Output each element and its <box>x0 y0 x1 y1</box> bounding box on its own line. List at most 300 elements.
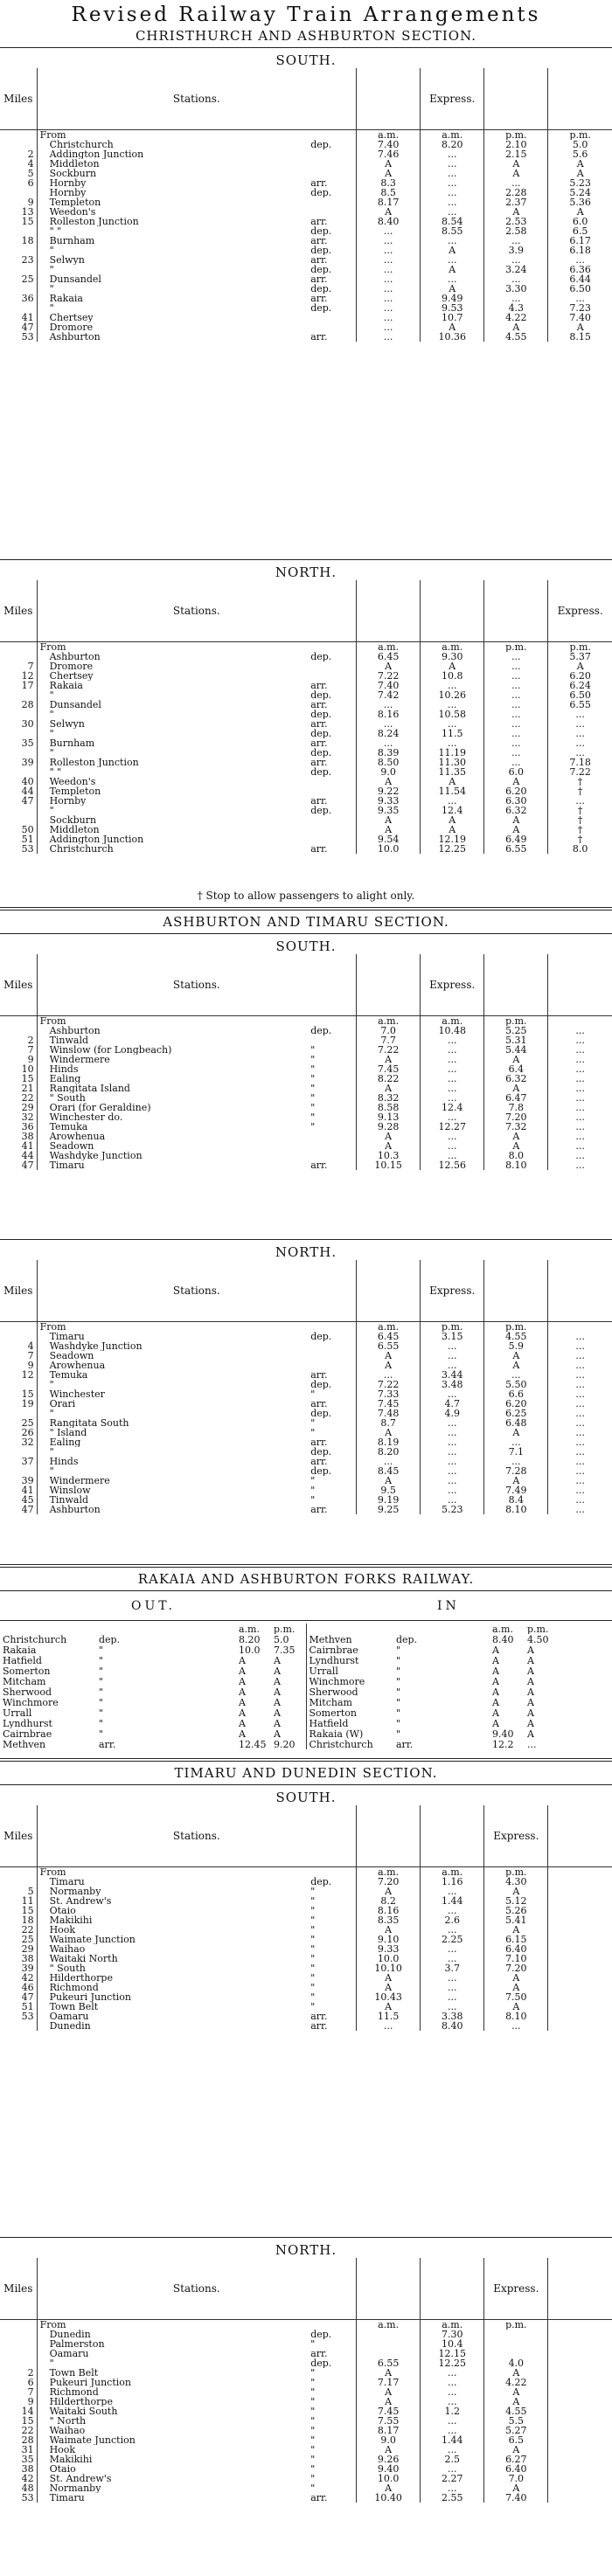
time-cell: 9.35 <box>357 806 421 815</box>
time-cell: 5.26 <box>484 1906 548 1915</box>
direction-cell: " <box>310 1418 316 1428</box>
miles-cell <box>0 130 37 141</box>
time-cell: ... <box>484 710 548 719</box>
miles-cell <box>0 767 37 777</box>
time-cell: A <box>484 1973 548 1983</box>
out-direction-cell: " <box>99 1655 104 1665</box>
time-cell: 2.37 <box>484 197 548 207</box>
station-cell: " Island <box>37 1428 308 1437</box>
time-cell: ... <box>357 322 421 332</box>
station-cell: " <box>37 284 308 294</box>
time-cell: ... <box>484 178 548 188</box>
direction-cell: arr. <box>310 681 328 690</box>
direction-cell: dep. <box>310 1409 332 1418</box>
miles-cell <box>0 284 37 294</box>
direction-cell: arr. <box>310 294 328 303</box>
time-cell: 5.23 <box>548 178 612 188</box>
station-cell: Waitaki North <box>37 1954 308 1963</box>
time-cell: ... <box>357 1370 421 1380</box>
timetable-south-christchurch-ashburton <box>0 68 612 342</box>
time-cell: ... <box>548 1332 612 1341</box>
miles-cell: 31 <box>21 2445 34 2455</box>
in-direction-cell: " <box>396 1676 401 1686</box>
time-cell: ... <box>484 274 548 284</box>
time-cell: ... <box>421 255 484 265</box>
time-cell: 5.31 <box>484 1035 548 1045</box>
station-cell: Rolleston Junction <box>37 217 308 226</box>
table-row <box>0 1935 612 1944</box>
time-cell <box>548 2002 612 2012</box>
direction-cell: " <box>310 2002 316 2012</box>
time-cell <box>548 1877 612 1887</box>
table-row <box>0 169 612 178</box>
direction-cell: " <box>310 1112 316 1122</box>
table-header-cell: Miles <box>0 68 37 130</box>
time-cell: ... <box>548 729 612 738</box>
out-time-cell: A <box>239 1676 246 1686</box>
miles-cell: 5 <box>27 169 34 178</box>
direction-cell: " <box>310 2378 316 2387</box>
table-row <box>0 1045 612 1055</box>
direction-cell: " <box>310 1954 316 1963</box>
in-station-cell: Urrall <box>306 1665 393 1676</box>
out-station-cell: Mitcham <box>3 1676 46 1686</box>
time-cell: 4.30 <box>484 1877 548 1887</box>
out-direction-cell: " <box>99 1645 104 1655</box>
time-cell: A <box>421 825 484 834</box>
time-cell: ... <box>484 661 548 671</box>
direction-cell <box>308 207 356 217</box>
time-cell: ... <box>548 1466 612 1476</box>
out-station-cell: Hatfield <box>3 1655 42 1665</box>
station-cell: Washdyke Junction <box>37 1341 308 1351</box>
time-cell: A <box>484 815 548 825</box>
station-cell: Otaio <box>37 1906 308 1915</box>
table-row <box>0 2435 612 2445</box>
time-cell: 5.50 <box>484 1380 548 1389</box>
time-cell: 10.40 <box>357 2493 421 2503</box>
direction-cell: " <box>310 1103 316 1112</box>
table-row <box>0 2012 612 2021</box>
direction-cell: " <box>310 1055 316 1064</box>
forks-in-heading: IN <box>437 1599 460 1613</box>
time-cell: 7.40 <box>357 681 421 690</box>
out-station-cell: Cairnbrae <box>3 1728 52 1739</box>
miles-cell: 15 <box>21 1906 34 1915</box>
station-cell: Dunsandel <box>37 700 308 710</box>
table-header-cell <box>484 954 548 1016</box>
time-cell: A <box>357 1887 421 1896</box>
station-cell: Christchurch <box>37 140 308 149</box>
time-cell: A <box>357 2002 421 2012</box>
time-cell <box>548 1973 612 1983</box>
direction-cell: " <box>310 1064 316 1074</box>
time-cell: A <box>357 1055 421 1064</box>
miles-cell: 25 <box>21 1935 34 1944</box>
time-cell: ... <box>548 710 612 719</box>
time-cell: 6.50 <box>548 284 612 294</box>
time-cell: ... <box>484 294 548 303</box>
time-cell: ... <box>548 1370 612 1380</box>
direction-cell <box>308 642 356 653</box>
time-cell: 9.26 <box>357 2455 421 2464</box>
table-row <box>0 729 612 738</box>
in-time-cell: A <box>492 1686 499 1697</box>
station-cell: Templeton <box>37 197 308 207</box>
time-cell: ... <box>484 700 548 710</box>
miles-cell <box>0 1867 37 1878</box>
station-cell: From <box>37 1322 308 1333</box>
time-cell <box>548 2358 612 2368</box>
miles-cell <box>0 2330 37 2339</box>
time-cell: A <box>484 825 548 834</box>
time-cell: A <box>357 169 421 178</box>
time-cell: ... <box>484 1370 548 1380</box>
time-cell: ... <box>548 1141 612 1151</box>
forks-header-cell <box>0 1624 96 1634</box>
time-cell: ... <box>421 738 484 748</box>
time-cell: 12.25 <box>421 844 484 854</box>
station-cell: Tinwald <box>37 1035 308 1045</box>
out-station-cell: Urrall <box>3 1707 32 1718</box>
time-cell: A <box>421 777 484 786</box>
table-header-cell: Miles <box>0 954 37 1016</box>
direction-cell: " <box>310 1495 316 1505</box>
time-cell: A <box>548 207 612 217</box>
miles-cell: 9 <box>27 1361 34 1370</box>
miles-cell: 12 <box>21 1370 34 1380</box>
out-time-cell: A <box>239 1697 246 1707</box>
time-cell: ... <box>484 748 548 758</box>
table-row <box>0 1466 612 1476</box>
table-header-cell <box>548 1805 612 1867</box>
in-time-cell: 8.40 <box>492 1634 514 1645</box>
time-cell: A <box>421 246 484 255</box>
table-row <box>0 322 612 332</box>
direction-cell <box>308 313 356 322</box>
station-cell: Ealing <box>37 1074 308 1084</box>
time-cell: A <box>357 159 421 169</box>
miles-cell: 2 <box>27 2368 34 2378</box>
station-cell: Temuka <box>37 1122 308 1132</box>
out-station-cell: Rakaia <box>3 1645 37 1655</box>
in-time-cell: A <box>527 1645 534 1655</box>
direction-cell: arr. <box>310 255 328 265</box>
station-cell: " <box>37 303 308 313</box>
direction-cell: arr. <box>310 844 328 854</box>
time-cell: a.m. <box>421 642 484 653</box>
station-cell: Middleton <box>37 159 308 169</box>
time-cell <box>548 2368 612 2378</box>
table-row <box>0 1132 612 1141</box>
time-cell: 7.45 <box>357 1399 421 1409</box>
station-cell: Arowhenua <box>37 1132 308 1141</box>
time-cell <box>548 2012 612 2021</box>
time-cell: 6.27 <box>484 2455 548 2464</box>
time-cell: 6.5 <box>484 2435 548 2445</box>
direction-cell: dep. <box>310 1466 332 1476</box>
time-cell <box>548 1906 612 1915</box>
table-header-cell <box>357 2258 421 2320</box>
page-title: Revised Railway Train Arrangements <box>71 3 541 26</box>
station-cell: Dromore <box>37 322 308 332</box>
table-row <box>0 255 612 265</box>
table-row <box>0 2320 612 2330</box>
time-cell: † <box>548 777 612 786</box>
table-row <box>0 284 612 294</box>
direction-cell: dep. <box>310 140 332 149</box>
time-cell: 10.8 <box>421 671 484 681</box>
time-cell: ... <box>484 738 548 748</box>
time-cell: p.m. <box>548 642 612 653</box>
miles-cell: 22 <box>21 1093 34 1103</box>
time-cell: A <box>357 777 421 786</box>
table-row <box>0 294 612 303</box>
time-cell: 7.45 <box>357 1064 421 1074</box>
time-cell: A <box>484 1055 548 1064</box>
station-cell: Dunsandel <box>37 274 308 284</box>
out-time-cell: 10.0 <box>239 1645 261 1655</box>
timetable-north-dunedin-timaru <box>0 2258 612 2503</box>
direction-cell <box>308 169 356 178</box>
miles-cell: 53 <box>21 2493 34 2503</box>
direction-cell: dep. <box>310 303 332 313</box>
station-cell: Makikihi <box>37 2455 308 2464</box>
time-cell: 10.48 <box>421 1026 484 1035</box>
time-cell: 10.26 <box>421 690 484 700</box>
station-cell: Ealing <box>37 1437 308 1447</box>
in-station-cell: Winchmore <box>306 1676 393 1686</box>
out-station-cell: Somerton <box>3 1665 51 1676</box>
station-cell: Sockburn <box>37 815 308 825</box>
table-4-direction: NORTH. <box>275 1244 337 1260</box>
direction-cell: " <box>310 1973 316 1983</box>
time-cell: 6.18 <box>548 246 612 255</box>
direction-cell: arr. <box>310 1505 328 1514</box>
time-cell: A <box>357 1132 421 1141</box>
miles-cell: 38 <box>21 1132 34 1141</box>
divider <box>0 1784 612 1785</box>
miles-cell: 51 <box>21 834 34 844</box>
out-station-cell: Winchmore <box>3 1697 59 1707</box>
table-row <box>0 844 612 854</box>
time-cell: 6.17 <box>548 236 612 246</box>
time-cell <box>548 2426 612 2435</box>
time-cell: ... <box>548 294 612 303</box>
table-row <box>0 2493 612 2503</box>
in-time-cell: A <box>492 1665 499 1676</box>
station-cell: Timaru <box>37 1332 308 1341</box>
station-cell: Arowhenua <box>37 1361 308 1370</box>
forks-header-cell: p.m. <box>527 1624 549 1634</box>
divider <box>0 1620 612 1621</box>
table-row <box>0 825 612 834</box>
divider <box>0 907 612 911</box>
timetable-rakaia-ashburton-forks <box>0 1624 612 1749</box>
station-cell: " <box>37 748 308 758</box>
table-header-cell: Stations. <box>37 1805 357 1867</box>
station-cell: Winslow <box>37 1485 308 1495</box>
table-header-cell <box>484 1260 548 1322</box>
time-cell: ... <box>421 1132 484 1141</box>
out-time-cell: A <box>274 1707 281 1718</box>
station-cell: Town Belt <box>37 2002 308 2012</box>
table-row <box>0 178 612 188</box>
time-cell: ... <box>548 1409 612 1418</box>
miles-cell <box>0 1380 37 1389</box>
direction-cell <box>308 1341 356 1351</box>
time-cell: A <box>357 2483 421 2493</box>
time-cell: a.m. <box>357 1867 421 1878</box>
in-direction-cell: arr. <box>396 1739 414 1749</box>
miles-cell: 10 <box>21 1064 34 1074</box>
table-row <box>0 2002 612 2012</box>
station-cell: Templeton <box>37 786 308 796</box>
table-row <box>0 313 612 322</box>
time-cell: A <box>357 2445 421 2455</box>
table-row <box>0 1457 612 1466</box>
table-row <box>0 207 612 217</box>
time-cell: 1.16 <box>421 1877 484 1887</box>
direction-cell <box>308 149 356 159</box>
time-cell: 10.0 <box>357 1954 421 1963</box>
time-cell: 8.10 <box>484 1505 548 1514</box>
time-cell: 4.0 <box>484 2358 548 2368</box>
time-cell: 10.0 <box>357 2474 421 2483</box>
time-cell: 7.8 <box>484 1103 548 1112</box>
time-cell: A <box>484 2397 548 2406</box>
time-cell: ... <box>357 284 421 294</box>
time-cell <box>484 2349 548 2358</box>
time-cell: A <box>357 1983 421 1992</box>
miles-cell: 53 <box>21 2012 34 2021</box>
miles-cell: 48 <box>21 2483 34 2493</box>
time-cell: 6.36 <box>548 265 612 274</box>
time-cell: 6.48 <box>484 1418 548 1428</box>
time-cell: ... <box>421 1074 484 1084</box>
table-row <box>0 1122 612 1132</box>
out-time-cell: A <box>274 1728 281 1739</box>
time-cell: A <box>357 2387 421 2397</box>
miles-cell <box>0 1877 37 1887</box>
table-row <box>0 1016 612 1027</box>
station-cell: Winchester <box>37 1389 308 1399</box>
time-cell: 4.3 <box>484 303 548 313</box>
timetable-north-ashburton-christchurch <box>0 580 612 854</box>
time-cell: 2.10 <box>484 140 548 149</box>
direction-cell: arr. <box>310 2493 328 2503</box>
miles-cell: 4 <box>27 1341 34 1351</box>
time-cell: ... <box>548 1045 612 1055</box>
time-cell: ... <box>421 1341 484 1351</box>
station-cell: Ashburton <box>37 1505 308 1514</box>
time-cell: 6.55 <box>548 700 612 710</box>
miles-cell: 13 <box>21 207 34 217</box>
table-row <box>0 1332 612 1341</box>
table-header-cell: Stations. <box>37 2258 357 2320</box>
time-cell: a.m. <box>421 1016 484 1027</box>
time-cell: 7.50 <box>484 1992 548 2002</box>
direction-cell: " <box>310 1093 316 1103</box>
time-cell: 4.22 <box>484 313 548 322</box>
out-time-cell: A <box>274 1665 281 1676</box>
table-header-cell <box>548 1260 612 1322</box>
time-cell: ... <box>548 1074 612 1084</box>
miles-cell <box>0 1447 37 1457</box>
direction-cell <box>308 1351 356 1361</box>
table-row <box>0 1728 612 1739</box>
time-cell: ... <box>421 700 484 710</box>
table-row <box>0 777 612 786</box>
time-cell: 9.33 <box>357 1944 421 1954</box>
time-cell: ... <box>421 197 484 207</box>
time-cell: ... <box>548 1122 612 1132</box>
in-direction-cell: " <box>396 1686 401 1697</box>
time-cell: ... <box>421 1389 484 1399</box>
station-cell: Hilderthorpe <box>37 2397 308 2406</box>
time-cell: ... <box>421 1906 484 1915</box>
table-row <box>0 236 612 246</box>
in-time-cell: A <box>527 1718 534 1728</box>
table-1-direction: SOUTH. <box>275 52 337 68</box>
time-cell <box>548 1935 612 1944</box>
station-cell: Waihao <box>37 1944 308 1954</box>
miles-cell: 32 <box>21 1437 34 1447</box>
direction-cell <box>308 661 356 671</box>
station-cell: Orari (for Geraldine) <box>37 1103 308 1112</box>
time-cell: A <box>357 1084 421 1093</box>
time-cell: 8.3 <box>357 178 421 188</box>
time-cell <box>548 1322 612 1333</box>
time-cell: a.m. <box>357 2320 421 2330</box>
time-cell: ... <box>357 332 421 342</box>
table-row <box>0 806 612 815</box>
table-row <box>0 140 612 149</box>
time-cell: ... <box>484 652 548 661</box>
miles-cell: 25 <box>21 274 34 284</box>
table-row <box>0 1380 612 1389</box>
time-cell: ... <box>421 1954 484 1963</box>
station-cell: Seadown <box>37 1141 308 1151</box>
station-cell: " <box>37 1466 308 1476</box>
miles-cell <box>0 140 37 149</box>
time-cell: 8.16 <box>357 710 421 719</box>
table-row <box>0 652 612 661</box>
miles-cell: 29 <box>21 1944 34 1954</box>
station-cell: From <box>37 642 308 653</box>
table-row <box>0 1676 612 1686</box>
time-cell: A <box>421 661 484 671</box>
time-cell: 7.33 <box>357 1389 421 1399</box>
direction-cell: dep. <box>310 1447 332 1457</box>
table-row <box>0 1409 612 1418</box>
direction-cell: " <box>310 1074 316 1084</box>
direction-cell: " <box>310 1925 316 1935</box>
in-time-cell: ... <box>527 1739 537 1749</box>
time-cell: ... <box>421 719 484 729</box>
table-row <box>0 815 612 825</box>
out-direction-cell: " <box>99 1728 104 1739</box>
direction-cell: " <box>310 2483 316 2493</box>
time-cell: ... <box>484 681 548 690</box>
out-direction-cell: dep. <box>99 1634 121 1645</box>
forks-header-cell <box>560 1624 612 1634</box>
miles-cell: 36 <box>21 294 34 303</box>
table-row <box>0 2330 612 2339</box>
time-cell: ... <box>484 671 548 681</box>
time-cell: 6.0 <box>484 767 548 777</box>
miles-cell: 29 <box>21 1103 34 1112</box>
